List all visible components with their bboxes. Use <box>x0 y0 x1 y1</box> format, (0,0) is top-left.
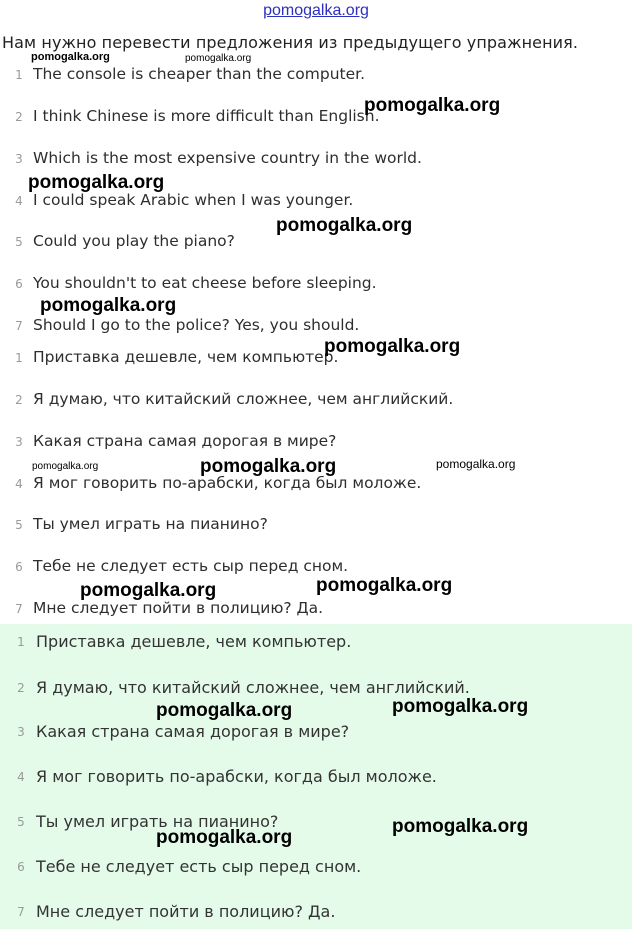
item-number: 3 <box>15 152 23 166</box>
watermark: pomogalka.org <box>316 575 453 596</box>
item-text: You shouldn't to eat cheese before sleeping. <box>33 274 377 292</box>
item-text: I could speak Arabic when I was younger. <box>33 191 354 209</box>
item-text: Я мог говорить по-арабски, когда был моложе. <box>36 767 437 786</box>
item-text: Тебе не следует есть сыр перед сном. <box>33 557 349 575</box>
item-number: 2 <box>15 393 23 407</box>
item-text: The console is cheaper than the computer. <box>33 65 366 83</box>
item-text: Мне следует пойти в полицию? Да. <box>33 599 324 617</box>
item-number: 6 <box>17 860 25 874</box>
item-number: 7 <box>15 602 23 616</box>
watermark: pomogalka.org <box>156 700 293 721</box>
intro-text: Нам нужно перевести предложения из предыдущего упражнения. <box>2 33 579 52</box>
item-text: Мне следует пойти в полицию? Да. <box>36 902 336 921</box>
item-text: Какая страна самая дорогая в мире? <box>36 722 350 741</box>
item-text: Тебе не следует есть сыр перед сном. <box>36 857 362 876</box>
watermark: pomogalka.org <box>324 336 461 357</box>
item-number: 4 <box>17 770 25 784</box>
item-number: 1 <box>15 351 23 365</box>
item-number: 5 <box>17 815 25 829</box>
item-number: 5 <box>15 518 23 532</box>
item-number: 4 <box>15 477 23 491</box>
item-number: 7 <box>17 905 25 919</box>
item-number: 1 <box>15 68 23 82</box>
item-number: 7 <box>15 319 23 333</box>
watermark: pomogalka.org <box>31 51 110 63</box>
item-text: Я думаю, что китайский сложнее, чем английский. <box>36 678 470 697</box>
item-text: Я думаю, что китайский сложнее, чем английский. <box>33 390 454 408</box>
watermark: pomogalka.org <box>364 95 501 116</box>
item-number: 5 <box>15 235 23 249</box>
watermark: pomogalka.org <box>156 827 293 848</box>
item-text: Which is the most expensive country in the world. <box>33 149 422 167</box>
watermark: pomogalka.org <box>80 580 217 601</box>
item-number: 4 <box>15 194 23 208</box>
watermark: pomogalka.org <box>392 816 529 837</box>
item-number: 3 <box>17 725 25 739</box>
item-text: Ты умел играть на пианино? <box>33 515 268 533</box>
item-text: Приставка дешевле, чем компьютер. <box>33 348 339 366</box>
item-number: 2 <box>15 110 23 124</box>
item-text: Ты умел играть на пианино? <box>36 812 279 831</box>
item-number: 1 <box>17 635 25 649</box>
watermark: pomogalka.org <box>392 696 529 717</box>
item-text: Я мог говорить по-арабски, когда был моложе. <box>33 474 422 492</box>
watermark: pomogalka.org <box>40 295 177 316</box>
watermark: pomogalka.org <box>276 215 413 236</box>
item-text: I think Chinese is more difficult than English. <box>33 107 380 125</box>
item-number: 2 <box>17 681 25 695</box>
item-number: 6 <box>15 560 23 574</box>
watermark: pomogalka.org <box>200 456 337 477</box>
item-text: Should I go to the police? Yes, you should. <box>33 316 360 334</box>
item-text: Could you play the piano? <box>33 232 235 250</box>
watermark: pomogalka.org <box>436 457 516 471</box>
item-text: Какая страна самая дорогая в мире? <box>33 432 337 450</box>
item-number: 3 <box>15 435 23 449</box>
site-link[interactable]: pomogalka.org <box>263 2 369 19</box>
item-number: 6 <box>15 277 23 291</box>
watermark: pomogalka.org <box>28 172 165 193</box>
item-text: Приставка дешевле, чем компьютер. <box>36 632 352 651</box>
watermark: pomogalka.org <box>185 53 252 64</box>
watermark: pomogalka.org <box>32 461 99 472</box>
